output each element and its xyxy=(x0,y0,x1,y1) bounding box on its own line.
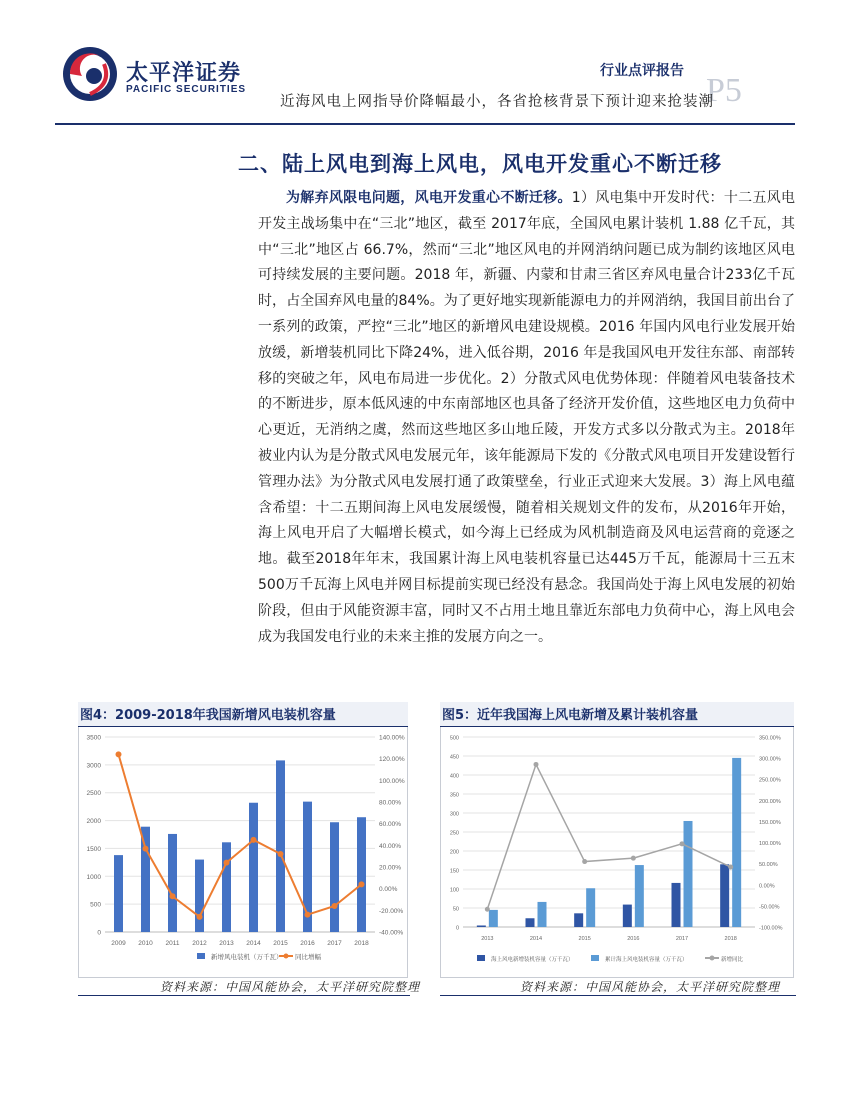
y-left-tick-label: 500 xyxy=(449,735,459,742)
y-right-tick-label: -50.00% xyxy=(759,904,780,911)
y-left-tick-label: 1000 xyxy=(86,873,101,881)
x-tick-label: 2009 xyxy=(111,940,126,947)
bar xyxy=(684,821,693,927)
legend-swatch xyxy=(591,955,599,961)
y-right-tick-label: 120.00% xyxy=(379,756,405,764)
legend-swatch-dot xyxy=(710,956,715,961)
line-point xyxy=(143,846,149,852)
x-tick-label: 2015 xyxy=(273,940,288,947)
y-left-tick-label: 0 xyxy=(97,929,101,937)
figure-5-bottom-rule xyxy=(440,995,796,996)
line-point xyxy=(534,762,539,767)
bar xyxy=(586,888,595,927)
bar xyxy=(477,925,486,927)
line-point xyxy=(332,903,338,909)
page-number: P5 xyxy=(706,72,742,109)
y-left-tick-label: 200 xyxy=(449,849,459,856)
line-point xyxy=(582,859,587,864)
figure-4 xyxy=(78,702,408,978)
report-type: 行业点评报告 xyxy=(600,63,684,79)
bar xyxy=(222,842,231,932)
y-right-tick-label: -40.00% xyxy=(379,929,404,937)
x-tick-label: 2013 xyxy=(481,936,494,942)
bar xyxy=(114,855,123,932)
line-point xyxy=(631,856,636,861)
y-left-tick-label: 100 xyxy=(449,887,459,894)
bar xyxy=(623,905,632,927)
section-title: 二、陆上风电到海上风电，风电开发重心不断迁移 xyxy=(238,152,722,176)
bar xyxy=(168,834,177,932)
x-tick-label: 2012 xyxy=(192,940,207,947)
line-point xyxy=(278,851,284,857)
x-tick-label: 2018 xyxy=(724,936,737,942)
figure-4-chart-area xyxy=(78,727,408,978)
x-tick-label: 2013 xyxy=(219,940,234,947)
y-right-tick-label: 100.00% xyxy=(379,777,405,785)
legend-swatch-dot xyxy=(284,954,289,959)
legend-label: 累计海上风电装机容量（万千瓦） xyxy=(605,957,688,963)
x-tick-label: 2017 xyxy=(675,936,689,942)
y-right-tick-label: 80.00% xyxy=(379,799,402,807)
x-tick-label: 2014 xyxy=(246,940,261,947)
bar xyxy=(489,910,498,927)
y-right-tick-label: 350.00% xyxy=(759,735,781,742)
y-right-tick-label: 40.00% xyxy=(379,842,402,850)
x-tick-label: 2011 xyxy=(165,940,180,947)
series-line xyxy=(487,764,730,909)
report-subtitle: 近海风电上网指导价降幅最小，各省抢核背景下预计迎来抢装潮 xyxy=(280,94,714,110)
x-tick-label: 2016 xyxy=(627,936,640,942)
bar xyxy=(330,822,339,932)
y-left-tick-label: 3500 xyxy=(86,734,101,742)
y-right-tick-label: 200.00% xyxy=(759,798,781,805)
line-point xyxy=(485,907,490,912)
y-right-tick-label: 0.00% xyxy=(379,886,398,894)
y-right-tick-label: 150.00% xyxy=(759,819,781,826)
y-right-tick-label: 140.00% xyxy=(379,734,405,742)
x-tick-label: 2015 xyxy=(578,936,591,942)
chart-5-svg xyxy=(441,727,795,977)
y-left-tick-label: 400 xyxy=(449,773,459,780)
bar xyxy=(732,758,741,927)
bar xyxy=(276,760,285,932)
y-left-tick-label: 150 xyxy=(449,868,459,875)
paragraph-text: 1）风电集中开发时代：十二五风电开发主战场集中在“三北”地区，截至 2017年底，全国风电累计装机 1.88 亿千瓦，其中“三北”地区占 66.7%，然而“三北”地区风电的并网消纳问题已成为制约该地区风电可持续发展的主要问题。2018 年，新疆、内蒙和甘肃三省区弃风电量合计233亿千瓦时，占全国弃风电量的84%。为了更好地实现新能源电力的并网消纳，我国目前出台了一系列的政策，严控“三北”地区的新增风电建设规模。2016 年国内风电行业发展开始放缓，新增装机同比下降24%，进入低谷期，2016 年是我国风电开发往东部、南部转移的突破之年，风电布局进一步优化。2）分散式风电优势体现：伴随着风电装备技术的不断进步，原本低风速的中东南部地区也具备了经济开发价值，这些地区电力负荷中心更近，无消纳之虞，然而这些地区多山地丘陵，开发方式多以分散式为主。2018年被业内认为是分散式风电发展元年，该年能源局下发的《分散式风电项目开发建设暂行管理办法》为分散式风电发展打通了政策壁垒，行业正式迎来大发展。3）海上风电蕴含希望：十二五期间海上风电发展缓慢，随着相关规划文件的发布，从2016年开始，海上风电开启了大幅增长模式，如今海上已经成为风机制造商及风电运营商的竞逐之地。截至2018年年末，我国累计海上风电装机容量已达445万千瓦，能源局十三五末500万千瓦海上风电并网目标提前实现已经没有悬念。我国尚处于海上风电发展的初始阶段，但由于风能资源丰富，同时又不占用土地且靠近东部电力负荷中心，海上风电会成为我国发电行业的未来主推的发展方向之一。 xyxy=(258,190,795,645)
logo-cn-text: 太平洋证券 xyxy=(126,61,242,86)
x-tick-label: 2017 xyxy=(327,940,342,947)
legend-label: 海上风电新增装机容量（万千瓦） xyxy=(491,957,574,963)
line-point xyxy=(197,914,203,920)
bar xyxy=(538,902,547,927)
y-right-tick-label: 300.00% xyxy=(759,756,781,763)
line-point xyxy=(251,837,257,843)
legend-label: 新增风电装机（万千瓦） xyxy=(211,953,283,961)
bar xyxy=(635,865,644,927)
y-right-tick-label: 100.00% xyxy=(759,841,781,848)
y-left-tick-label: 1500 xyxy=(86,845,101,853)
x-tick-label: 2014 xyxy=(529,936,543,942)
figure-5 xyxy=(440,702,794,978)
chart-4-svg xyxy=(79,727,409,977)
y-right-tick-label: -100.00% xyxy=(759,925,783,932)
y-left-tick-label: 350 xyxy=(449,792,459,799)
y-left-tick-label: 0 xyxy=(455,925,459,932)
line-point xyxy=(680,841,685,846)
line-point xyxy=(728,865,733,870)
line-point xyxy=(116,751,122,757)
line-point xyxy=(305,912,311,918)
y-left-tick-label: 2000 xyxy=(86,818,101,826)
line-point xyxy=(224,860,230,866)
figure-5-title: 图5：近年我国海上风电新增及累计装机容量 xyxy=(440,702,794,727)
bar xyxy=(195,860,204,932)
legend-swatch xyxy=(477,955,485,961)
y-left-tick-label: 250 xyxy=(449,830,459,837)
x-tick-label: 2016 xyxy=(300,940,315,947)
y-left-tick-label: 3000 xyxy=(86,762,101,770)
bar xyxy=(672,883,681,927)
y-left-tick-label: 50 xyxy=(452,906,459,913)
header-divider xyxy=(55,123,795,125)
bar xyxy=(526,918,535,927)
figure-4-title: 图4：2009-2018年我国新增风电装机容量 xyxy=(78,702,408,727)
company-logo xyxy=(60,44,280,114)
figure-5-chart-area xyxy=(440,727,794,978)
body-paragraph xyxy=(258,186,795,650)
y-left-tick-label: 450 xyxy=(449,754,459,761)
y-right-tick-label: 50.00% xyxy=(759,862,778,869)
legend-label: 同比增幅 xyxy=(295,953,321,961)
logo-en-text: PACIFIC SECURITIES xyxy=(126,84,247,95)
y-left-tick-label: 500 xyxy=(90,901,101,909)
legend-label: 新增同比 xyxy=(721,957,744,963)
x-tick-label: 2018 xyxy=(354,940,369,947)
figure-5-source: 资料来源：中国风能协会，太平洋研究院整理 xyxy=(520,980,781,994)
y-right-tick-label: 20.00% xyxy=(379,864,402,872)
y-right-tick-label: 250.00% xyxy=(759,777,781,784)
line-point xyxy=(170,893,176,899)
line-point xyxy=(359,881,365,887)
bar xyxy=(574,913,583,927)
pacific-logo-icon xyxy=(60,44,120,104)
legend-swatch xyxy=(197,953,205,959)
bar xyxy=(357,817,366,932)
figure-4-bottom-rule xyxy=(78,995,410,996)
x-tick-label: 2010 xyxy=(138,940,153,947)
y-right-tick-label: -20.00% xyxy=(379,907,404,915)
lead-sentence: 为解弃风限电问题，风电开发重心不断迁移。 xyxy=(286,190,572,206)
y-left-tick-label: 300 xyxy=(449,811,459,818)
y-left-tick-label: 2500 xyxy=(86,790,101,798)
bar xyxy=(249,803,258,932)
bar xyxy=(141,827,150,932)
series-line xyxy=(119,754,362,917)
bar xyxy=(720,864,729,927)
figure-4-source: 资料来源：中国风能协会，太平洋研究院整理 xyxy=(160,980,421,994)
y-right-tick-label: 0.00% xyxy=(759,883,775,890)
y-right-tick-label: 60.00% xyxy=(379,821,402,829)
